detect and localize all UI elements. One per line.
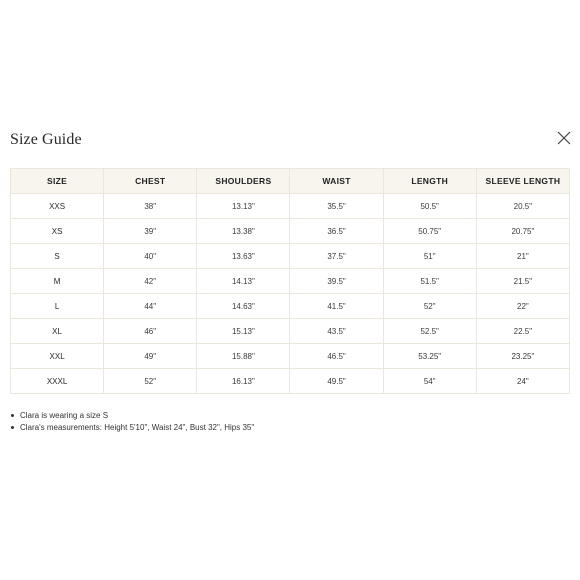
cell-chest: 44"	[104, 294, 197, 319]
table-row	[11, 219, 570, 244]
cell-chest: 42"	[104, 269, 197, 294]
list-item	[10, 410, 254, 422]
cell-length: 52"	[383, 294, 476, 319]
cell-chest: 39"	[104, 219, 197, 244]
cell-shoulders: 15.88"	[197, 344, 290, 369]
bullet-icon	[11, 414, 14, 417]
header-sleeve-length: SLEEVE LENGTH	[476, 169, 569, 194]
cell-length: 54"	[383, 369, 476, 394]
cell-length: 50.5"	[383, 194, 476, 219]
cell-chest: 46"	[104, 319, 197, 344]
cell-sleeve-length: 21"	[476, 244, 569, 269]
cell-waist: 41.5"	[290, 294, 383, 319]
cell-chest: 49"	[104, 344, 197, 369]
cell-waist: 39.5"	[290, 269, 383, 294]
cell-waist: 43.5"	[290, 319, 383, 344]
cell-size: XL	[11, 319, 104, 344]
header-shoulders: SHOULDERS	[197, 169, 290, 194]
note-text: Clara's measurements: Height 5'10", Waist 24", Bust 32", Hips 35"	[20, 423, 255, 432]
cell-waist: 46.5"	[290, 344, 383, 369]
cell-length: 53.25"	[383, 344, 476, 369]
cell-size: XXXL	[11, 369, 104, 394]
cell-shoulders: 16.13"	[197, 369, 290, 394]
cell-chest: 52"	[104, 369, 197, 394]
table-row	[11, 369, 570, 394]
cell-length: 51"	[383, 244, 476, 269]
table-row	[11, 344, 570, 369]
list-item	[10, 422, 254, 434]
cell-waist: 35.5"	[290, 194, 383, 219]
cell-length: 50.75"	[383, 219, 476, 244]
table-header-row	[11, 169, 570, 194]
cell-sleeve-length: 20.5"	[476, 194, 569, 219]
cell-sleeve-length: 21.5"	[476, 269, 569, 294]
cell-waist: 37.5"	[290, 244, 383, 269]
header-waist: WAIST	[290, 169, 383, 194]
table-row	[11, 194, 570, 219]
cell-size: XXL	[11, 344, 104, 369]
header-chest: CHEST	[104, 169, 197, 194]
cell-size: S	[11, 244, 104, 269]
bullet-icon	[11, 426, 14, 429]
note-text: Clara is wearing a size S	[20, 411, 109, 420]
table-row	[11, 319, 570, 344]
cell-sleeve-length: 20.75"	[476, 219, 569, 244]
size-table	[10, 168, 570, 394]
cell-shoulders: 14.63"	[197, 294, 290, 319]
cell-shoulders: 13.13"	[197, 194, 290, 219]
cell-sleeve-length: 22"	[476, 294, 569, 319]
modal-title: Size Guide	[10, 131, 82, 148]
model-notes-list	[10, 410, 254, 434]
cell-sleeve-length: 22.5"	[476, 319, 569, 344]
close-button[interactable]	[556, 130, 572, 146]
cell-shoulders: 14.13"	[197, 269, 290, 294]
cell-size: M	[11, 269, 104, 294]
cell-length: 51.5"	[383, 269, 476, 294]
cell-length: 52.5"	[383, 319, 476, 344]
cell-chest: 40"	[104, 244, 197, 269]
table-row	[11, 269, 570, 294]
cell-size: L	[11, 294, 104, 319]
size-table-container	[10, 168, 570, 394]
cell-sleeve-length: 24"	[476, 369, 569, 394]
table-row	[11, 244, 570, 269]
cell-waist: 36.5"	[290, 219, 383, 244]
cell-shoulders: 13.63"	[197, 244, 290, 269]
close-icon	[556, 130, 572, 146]
cell-size: XS	[11, 219, 104, 244]
cell-sleeve-length: 23.25"	[476, 344, 569, 369]
header-size: SIZE	[11, 169, 104, 194]
cell-size: XXS	[11, 194, 104, 219]
cell-shoulders: 13.38"	[197, 219, 290, 244]
cell-shoulders: 15.13"	[197, 319, 290, 344]
header-length: LENGTH	[383, 169, 476, 194]
cell-chest: 38"	[104, 194, 197, 219]
cell-waist: 49.5"	[290, 369, 383, 394]
table-row	[11, 294, 570, 319]
